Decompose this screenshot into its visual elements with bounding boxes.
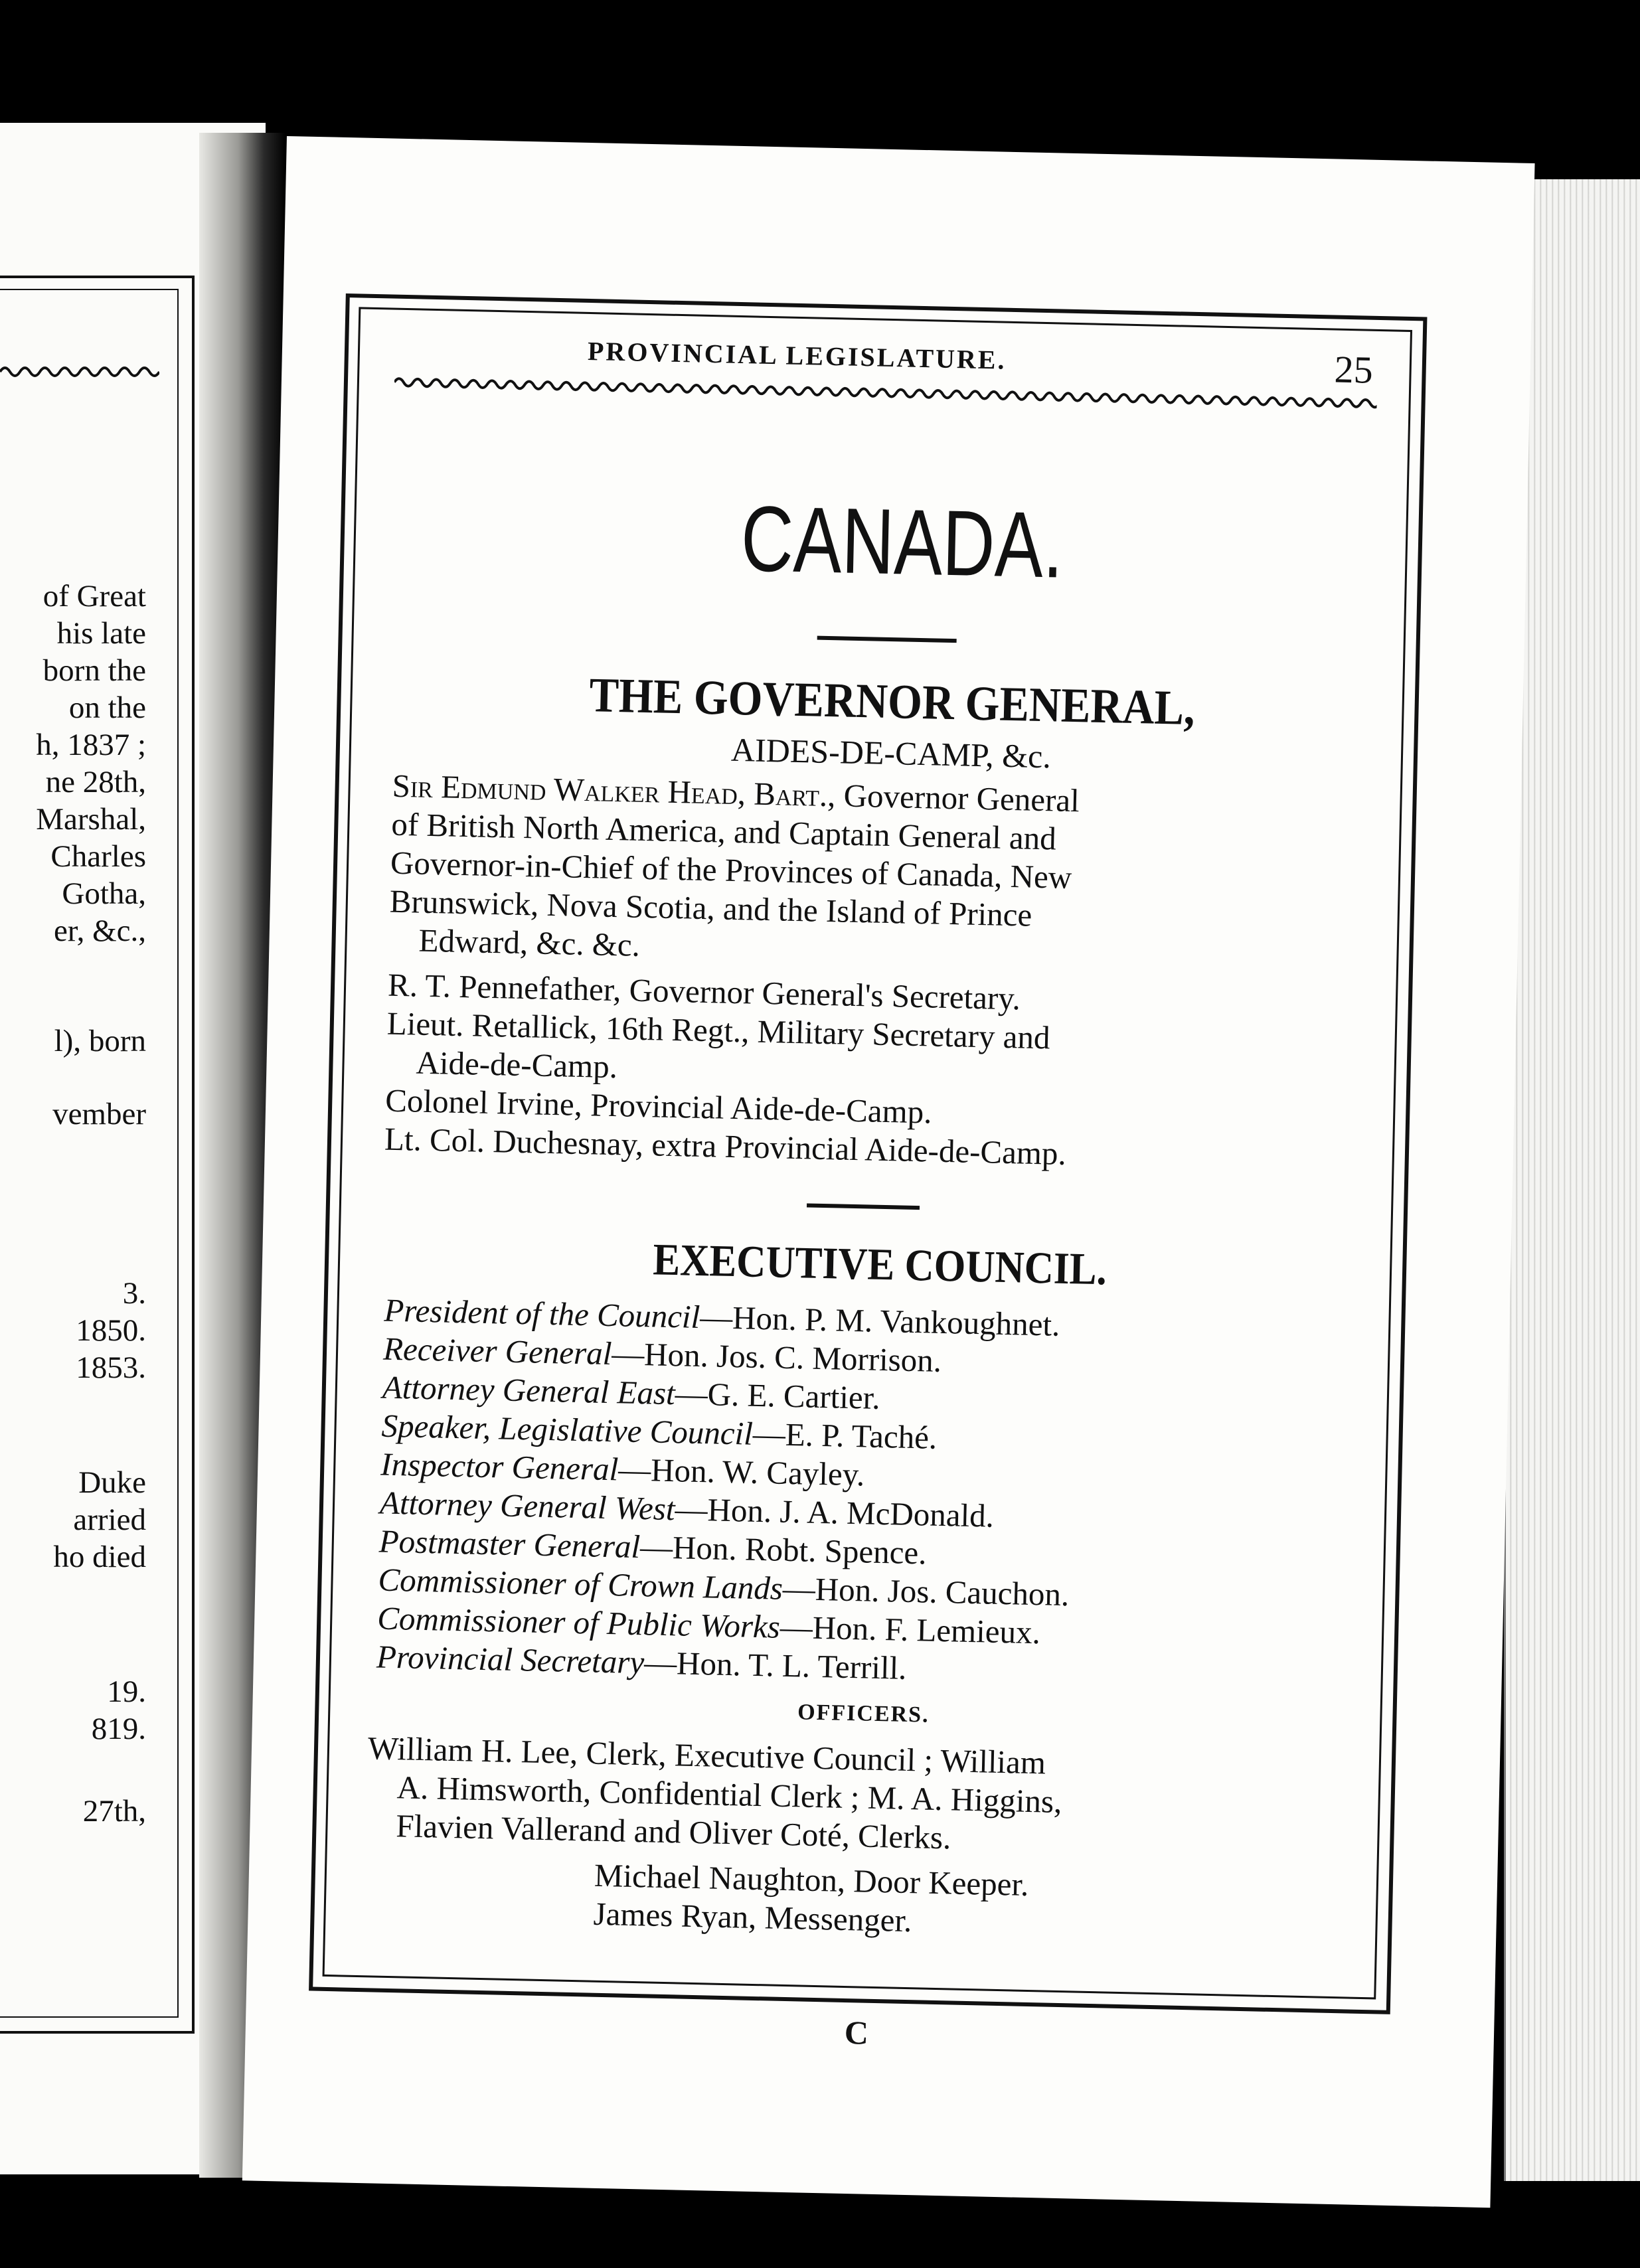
staff-line: R. T. Pennefather, Governor General's Secretary.	[387, 966, 1021, 1017]
left-text-line: 3.	[122, 1276, 146, 1311]
left-text-line: 1850.	[76, 1313, 146, 1348]
left-text-line: 1853.	[76, 1350, 146, 1385]
council-office: Attorney General East	[382, 1368, 676, 1412]
left-text-line: h, 1837 ;	[36, 728, 146, 762]
officers-heading: OFFICERS.	[797, 1700, 930, 1728]
left-text-line: Duke	[78, 1465, 146, 1500]
council-office: Attorney General West	[379, 1484, 676, 1528]
council-holder: —Hon. Jos. C. Morrison.	[611, 1335, 942, 1379]
left-text-line: l), born	[54, 1024, 146, 1058]
left-text-line: Charles	[50, 839, 146, 874]
council-holder: —E. P. Taché.	[752, 1415, 938, 1456]
council-office: Provincial Secretary	[376, 1638, 645, 1681]
council-holder: —Hon. T. L. Terrill.	[643, 1644, 908, 1686]
page-title: CANADA.	[740, 486, 1065, 598]
governor-general-title-line: Governor-in-Chief of the Provinces of Canada, New	[390, 844, 1072, 896]
officers-line: William H. Lee, Clerk, Executive Council ; William	[367, 1730, 1046, 1781]
staff-line: Lt. Col. Duchesnay, extra Provincial Aide-de-Camp.	[384, 1120, 1067, 1172]
left-text-line: on the	[68, 690, 146, 725]
left-text-line: 819.	[91, 1712, 146, 1746]
council-office: Commissioner of Crown Lands	[378, 1561, 783, 1607]
left-text-line: 19.	[107, 1674, 146, 1709]
governor-general-heading: THE GOVERNOR GENERAL,	[588, 668, 1196, 736]
left-text-line: his late	[56, 616, 146, 651]
officers-line: Michael Naughton, Door Keeper.	[594, 1856, 1029, 1903]
council-office: Speaker, Legislative Council	[381, 1407, 754, 1452]
left-text-line: Marshal,	[36, 802, 146, 837]
left-text-line: ne 28th,	[45, 765, 146, 799]
running-head: PROVINCIAL LEGISLATURE.	[587, 335, 1007, 375]
left-text-line: of Great	[42, 579, 146, 613]
staff-line: Aide-de-Camp.	[416, 1044, 618, 1086]
council-office: President of the Council	[383, 1291, 700, 1335]
signature-mark: C	[844, 2014, 869, 2052]
council-holder: —Hon. J. A. McDonald.	[674, 1491, 995, 1534]
council-office: Receiver General	[382, 1330, 612, 1372]
officers-line: A. Himsworth, Confidential Clerk ; M. A. Higgins,	[396, 1769, 1062, 1821]
main-page	[242, 136, 1535, 2208]
council-holder: —Hon. Jos. Cauchon.	[782, 1570, 1070, 1613]
governor-general-name: Sir Edmund Walker Head, Bart.,	[392, 767, 837, 814]
left-text-line: er, &c.,	[53, 914, 146, 948]
council-holder: —Hon. W. Cayley.	[617, 1451, 865, 1493]
council-office: Commissioner of Public Works	[376, 1599, 781, 1645]
left-text-line: Gotha,	[62, 876, 146, 911]
officers-line: Flavien Vallerand and Oliver Coté, Clerks.	[395, 1807, 951, 1856]
left-text-line: born the	[42, 653, 146, 688]
staff-line: Lieut. Retallick, 16th Regt., Military Secretary and	[386, 1005, 1051, 1056]
council-holder: —Hon. F. Lemieux.	[779, 1608, 1041, 1651]
council-holder: —G. E. Cartier.	[675, 1375, 881, 1416]
governor-general-title-line: Brunswick, Nova Scotia, and the Island of Prince	[389, 882, 1032, 933]
governor-general-title-line: Governor General	[843, 777, 1080, 819]
left-text-line: 27th,	[82, 1794, 146, 1828]
council-office: Postmaster General	[378, 1522, 641, 1566]
page-number: 25	[1334, 347, 1374, 392]
executive-council-heading: EXECUTIVE COUNCIL.	[652, 1234, 1107, 1295]
governor-general-title-line: Edward, &c. &c.	[418, 922, 641, 963]
left-text-line: vember	[52, 1097, 146, 1131]
council-holder: —Hon. Robt. Spence.	[639, 1528, 928, 1572]
left-wave-rule	[0, 362, 159, 382]
council-holder: —Hon. P. M. Vankoughnet.	[699, 1299, 1060, 1343]
staff-line: Colonel Irvine, Provincial Aide-de-Camp.	[384, 1082, 933, 1131]
governor-general-title-line: of British North America, and Captain General and	[390, 805, 1057, 857]
left-text-line: arried	[73, 1502, 146, 1537]
left-page-border-inner	[0, 289, 179, 2018]
officers-line: James Ryan, Messenger.	[593, 1895, 912, 1939]
council-office: Inspector General	[380, 1445, 619, 1488]
aides-de-camp-subheading: AIDES-DE-CAMP, &c.	[730, 730, 1052, 775]
left-text-line: ho died	[53, 1540, 146, 1574]
